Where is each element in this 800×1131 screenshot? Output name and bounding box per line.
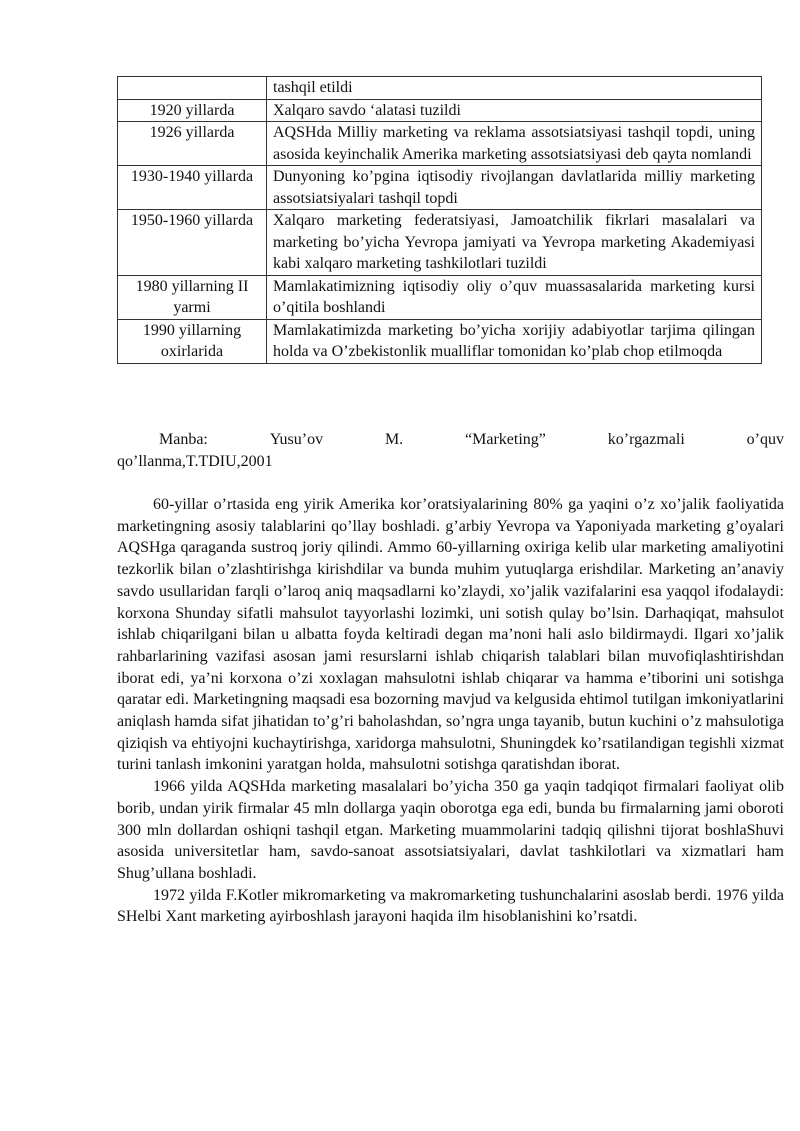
- period-cell: [118, 77, 267, 100]
- period-cell: 1980 yillarning II yarmi: [118, 275, 267, 319]
- source-line-2: qo’llanma,T.TDIU,2001: [117, 453, 273, 470]
- paragraph: 60-yillar o’rtasida eng yirik Amerika kor’oratsiyalarining 80% ga yaqini o’z xo’jalik faoliyatida marketingning asosiy talablarini qo’llay boshladi. g’arbiy Yevropa va Yaponiyada marketing g’oyalari AQSHga qaraganda sustroq joriy qilindi. Ammo 60-yillarning oxiriga kelib ular marketing amaliyotini tezkorlik bilan o’zlashtirishga kirishdilar va bunda muhim yutuqlarga erishdilar. Marketing an’anaviy savdo usullaridan farqli o’laroq aniq maqsadlarni ko’zlaydi, xo’jalik vazifalarini esa yaqqol ifodalaydi: korxona Shunday sifatli mahsulot tayyorlashi lozimki, uni sotish qulay bo’lsin. Darhaqiqat, mahsulot ishlab chiqarilgani bilan u albatta foyda keltiradi degan ma’noni hali aslo bildirmaydi. Ilgari xo’jalik rahbarlarining vazifasi asosan jami resurslarni ishlab chiqarish talablari bilan muvofiqlashtirishdan iborat edi, ya’ni korxona o’zi xoxlagan mahsulotni ishlab chiqarar va hamma e’tiborini uni sotishga qaratar edi. Marketingning maqsadi esa bozorning mavjud va kelgusida ehtimol tutilgan imkoniyatlarini aniqlash hamda sifat jihatidan to’g’ri baholashdan, so’ngra unga tayanib, butun kuchini o’z mahsulotiga qiziqish va ehtiyojni kuchaytirishga, xaridorga mahsulotni, Shuningdek ko’rsatilandigan tegishli xizmat turini tanlash imkonini yaratgan holda, mahsulotni sotishga qaratishdan iborat.: [117, 496, 784, 774]
- source-word: o’quv: [746, 431, 784, 448]
- paragraph: 1972 yilda F.Kotler mikromarketing va makromarketing tushunchalarini asoslab berdi. 1976 yilda SHelbi Xant marketing ayirboshlash jarayoni haqida ilm hisoblanishini ko’rsatdi.: [117, 886, 784, 926]
- event-cell: AQSHda Milliy marketing va reklama assotsiatsiyasi tashqil topdi, uning asosida keyinchalik Amerika marketing assotsiatsiyasi deb qayta nomlandi: [267, 122, 762, 166]
- table-row: [118, 99, 762, 122]
- event-cell: Mamlakatimizda marketing bo’yicha xorijiy adabiyotlar tarjima qilingan holda va O’zbekistonlik mualliflar tomonidan ko’plab chop etilmoqda: [267, 319, 762, 363]
- table-row: [118, 319, 762, 363]
- paragraph: 1966 yilda AQSHda marketing masalalari bo’yicha 350 ga yaqin tadqiqot firmalari faoliyat olib borib, undan yirik firmalar 45 mln dollarga yaqin oborotga ega edi, bunda bu firmalarning jami oboroti 300 mln dollardan oshiqni tashqil etgan. Marketing muammolarini tadqiq qilishni tijorat boshlaShuvi asosida universitetlar ham, savdo-sanoat assotsiatsiyalari, davlat tashkilotlari va xizmatlari ham Shug’ullana boshladi.: [117, 778, 784, 882]
- source-citation: [117, 429, 784, 473]
- event-cell: tashqil etildi: [267, 77, 762, 100]
- period-cell: 1990 yillarning oxirlarida: [118, 319, 267, 363]
- period-cell: 1930-1940 yillarda: [118, 166, 267, 210]
- table-row: [118, 166, 762, 210]
- event-cell: Xalqaro savdo ‘alatasi tuzildi: [267, 99, 762, 122]
- table-row: [118, 122, 762, 166]
- event-cell: Dunyoning ko’pgina iqtisodiy rivojlangan davlatlarida milliy marketing assotsiatsiyalari tashqil topdi: [267, 166, 762, 210]
- table-row: [118, 275, 762, 319]
- table-row: [118, 210, 762, 276]
- body-text: [117, 494, 784, 928]
- source-word: Yusu’ov: [269, 431, 324, 448]
- source-word: Manba:: [159, 431, 208, 448]
- source-word: ko’rgazmali: [607, 431, 685, 448]
- source-word: M.: [384, 431, 404, 448]
- source-line-1: [117, 429, 784, 451]
- marketing-history-table: [117, 76, 762, 364]
- table-row: [118, 77, 762, 100]
- event-cell: Mamlakatimizning iqtisodiy oliy o’quv muassasalarida marketing kursi o’qitila boshlandi: [267, 275, 762, 319]
- period-cell: 1950-1960 yillarda: [118, 210, 267, 276]
- source-word: “Marketing”: [465, 431, 546, 448]
- period-cell: 1926 yillarda: [118, 122, 267, 166]
- event-cell: Xalqaro marketing federatsiyasi, Jamoatchilik fikrlari masalalari va marketing bo’yicha Yevropa jamiyati va Yevropa marketing Akademiyasi kabi xalqaro marketing tashkilotlari tuzildi: [267, 210, 762, 276]
- period-cell: 1920 yillarda: [118, 99, 267, 122]
